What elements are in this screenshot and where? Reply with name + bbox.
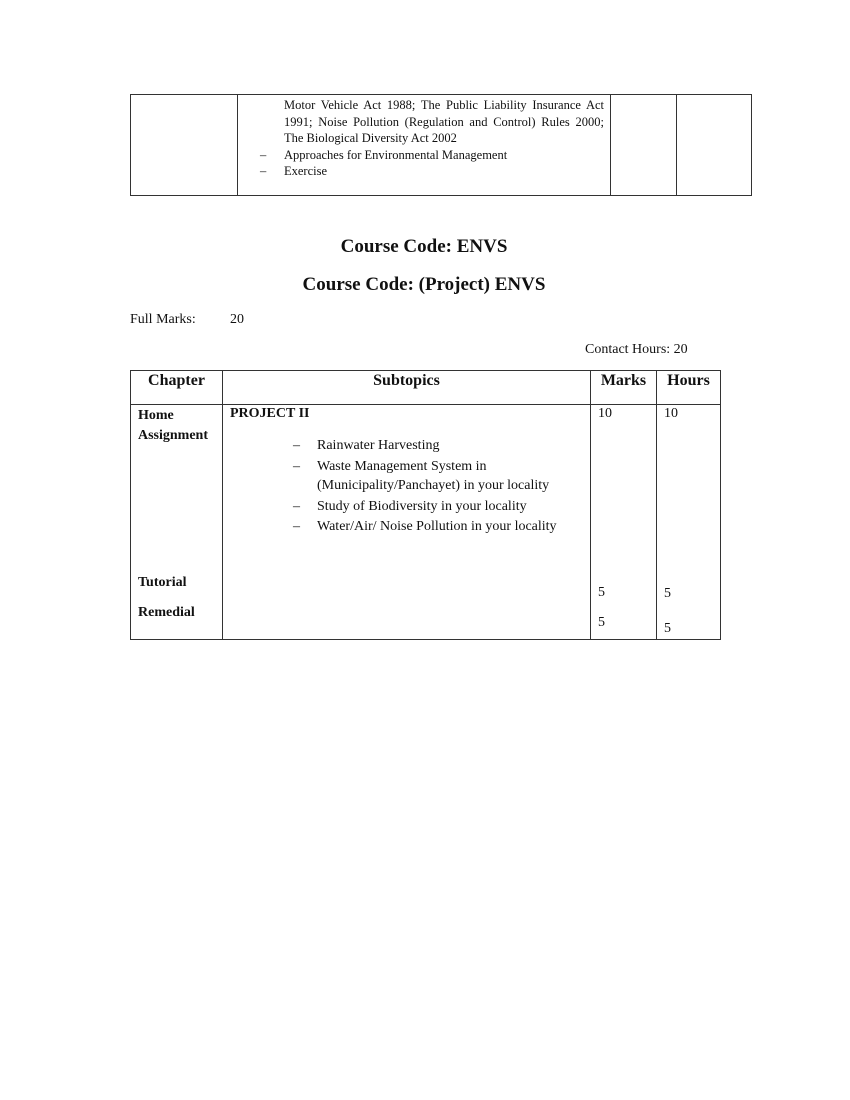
chapter-line: Assignment — [138, 428, 209, 443]
hours-tutorial: 5 — [664, 586, 671, 601]
subtopic-text: Water/Air/ Noise Pollution in your locality — [317, 519, 557, 534]
marks-remedial: 5 — [598, 615, 605, 630]
marks-cell — [591, 405, 657, 640]
header-chapter: Chapter — [131, 371, 223, 405]
list-item — [293, 517, 567, 537]
subtopic-text: Waste Management System in (Municipality/Panchayet) in your locality — [317, 458, 550, 493]
chapter-line: Home — [138, 408, 174, 423]
continuation-table — [130, 94, 752, 196]
header-subtopics: Subtopics — [223, 371, 591, 405]
dash-bullet: – — [260, 164, 267, 178]
subtopic-text: Study of Biodiversity in your locality — [317, 498, 527, 514]
contact-hours: Contact Hours: 20 — [585, 342, 688, 357]
hours-remedial: 5 — [664, 621, 671, 636]
list-item-text: Approaches for Environmental Management — [284, 147, 508, 162]
chapter-home-assignment — [138, 406, 208, 446]
course-code-heading: Course Code: ENVS — [340, 236, 508, 257]
full-marks — [130, 312, 244, 328]
dash-bullet: – — [260, 147, 267, 162]
chapter-tutorial: Tutorial — [138, 575, 187, 590]
chapter-remedial: Remedial — [138, 605, 195, 620]
project-title: PROJECT II — [230, 406, 310, 421]
dash-bullet: – — [293, 519, 300, 534]
continuation-subtopics-cell — [238, 95, 611, 196]
project-code-heading: Course Code: (Project) ENVS — [302, 274, 546, 295]
marks-tutorial: 5 — [598, 585, 605, 600]
table-header-row — [131, 371, 721, 405]
hours-home: 10 — [664, 406, 678, 421]
full-marks-value: 20 — [230, 312, 244, 327]
continuation-marks-cell — [611, 95, 677, 196]
dash-bullet: – — [293, 458, 300, 474]
subtopics-list — [293, 436, 567, 538]
dash-bullet: – — [293, 498, 300, 514]
marks-home: 10 — [598, 406, 612, 421]
hours-cell — [657, 405, 721, 640]
list-item — [260, 147, 604, 164]
dash-bullet: – — [293, 438, 300, 453]
chapter-cell — [131, 405, 223, 640]
continuation-hours-cell — [677, 95, 752, 196]
header-hours: Hours — [657, 371, 721, 405]
project-table — [130, 370, 721, 640]
list-item-text: Exercise — [284, 164, 328, 178]
list-item — [293, 457, 567, 496]
acts-paragraph: Motor Vehicle Act 1988; The Public Liability Insurance Act 1991; Noise Pollution (Regulation and Control) Rules 2000; The Biological Diversity Act 2002 — [284, 98, 604, 145]
table-row — [131, 405, 721, 640]
full-marks-label: Full Marks: — [130, 312, 196, 327]
continuation-chapter-cell — [131, 95, 238, 196]
list-item — [293, 436, 567, 456]
subtopics-cell — [223, 405, 591, 640]
subtopic-text: Rainwater Harvesting — [317, 438, 440, 453]
header-marks: Marks — [591, 371, 657, 405]
list-item — [260, 163, 604, 180]
list-item — [293, 497, 567, 517]
